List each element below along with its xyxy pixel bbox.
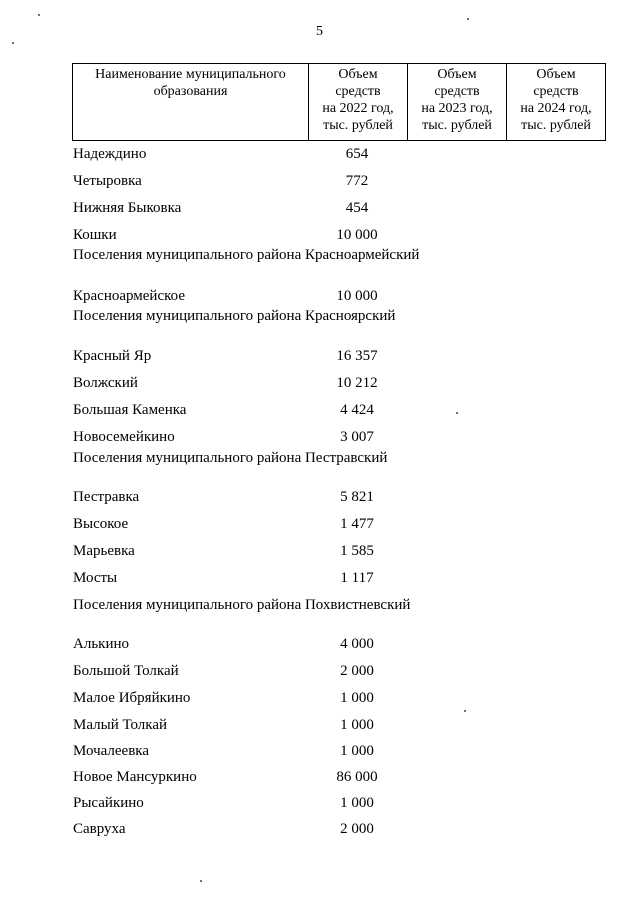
row-value-2022: 1 000 <box>340 743 374 759</box>
row-name: Малое Ибряйкино <box>73 690 191 706</box>
row-value-2022: 10 212 <box>336 375 378 391</box>
header-2023-cell <box>408 64 507 141</box>
header-2023-line2: средств <box>434 84 480 99</box>
row-value-2022: 1 000 <box>340 795 374 811</box>
scan-speck <box>12 42 14 44</box>
scan-speck <box>464 710 466 712</box>
row-value-2022: 1 477 <box>340 516 374 532</box>
header-2024-line2: средств <box>533 84 579 99</box>
header-2024-cell <box>507 64 606 141</box>
row-name: Марьевка <box>73 543 135 559</box>
scan-speck <box>456 412 458 414</box>
row-name: Малый Толкай <box>73 717 168 733</box>
row-name: Мочалеевка <box>73 743 150 759</box>
row-value-2022: 1 117 <box>340 570 374 586</box>
row-name: Высокое <box>73 516 129 532</box>
row-value-2022: 2 000 <box>340 821 374 837</box>
row-value-2022: 454 <box>345 200 369 216</box>
section-heading: Поселения муниципального района Красноармейский <box>73 247 420 263</box>
header-2023-line3: на 2023 год, <box>421 101 493 116</box>
header-2024-line4: тыс. рублей <box>521 118 591 133</box>
section-heading: Поселения муниципального района Пестравский <box>73 450 388 466</box>
row-name: Красноармейское <box>73 288 185 304</box>
row-name: Новосемейкино <box>73 429 175 445</box>
row-name: Мосты <box>73 570 118 586</box>
header-2024-line1: Объем <box>536 67 576 82</box>
section-heading: Поселения муниципального района Красноярский <box>73 308 396 324</box>
scan-speck <box>467 18 469 20</box>
row-name: Нижняя Быковка <box>73 200 182 216</box>
row-name: Пестравка <box>73 489 140 505</box>
row-name: Новое Мансуркино <box>73 769 197 785</box>
table-header <box>72 63 606 141</box>
row-value-2022: 10 000 <box>336 227 378 243</box>
row-value-2022: 654 <box>345 146 369 162</box>
scan-speck <box>200 880 202 882</box>
row-value-2022: 5 821 <box>340 489 374 505</box>
row-value-2022: 1 585 <box>340 543 374 559</box>
scan-speck <box>38 14 40 16</box>
header-2022-cell <box>309 64 408 141</box>
row-value-2022: 10 000 <box>336 288 378 304</box>
row-name: Надеждино <box>73 146 147 162</box>
header-2022-line2: средств <box>335 84 381 99</box>
row-name: Большая Каменка <box>73 402 187 418</box>
row-name: Алькино <box>73 636 130 652</box>
row-name: Большой Толкай <box>73 663 179 679</box>
header-2023-line4: тыс. рублей <box>422 118 492 133</box>
header-2023-line1: Объем <box>437 67 477 82</box>
section-heading: Поселения муниципального района Похвистневский <box>73 597 411 613</box>
row-name: Красный Яр <box>73 348 152 364</box>
row-name: Рысайкино <box>73 795 144 811</box>
page-number: 5 <box>316 24 323 39</box>
row-value-2022: 1 000 <box>340 717 374 733</box>
header-2024-line3: на 2024 год, <box>520 101 592 116</box>
row-name: Волжский <box>73 375 138 391</box>
row-name: Савруха <box>73 821 126 837</box>
row-value-2022: 86 000 <box>336 769 378 785</box>
row-value-2022: 4 424 <box>340 402 374 418</box>
row-value-2022: 2 000 <box>340 663 374 679</box>
row-value-2022: 1 000 <box>340 690 374 706</box>
row-name: Кошки <box>73 227 117 243</box>
row-value-2022: 772 <box>345 173 369 189</box>
header-2022-line1: Объем <box>338 67 378 82</box>
header-2022-line3: на 2022 год, <box>322 101 394 116</box>
header-name-label: Наименование муниципального образования <box>95 67 286 99</box>
header-name-cell <box>73 64 309 141</box>
row-value-2022: 16 357 <box>336 348 378 364</box>
header-2022-line4: тыс. рублей <box>323 118 393 133</box>
row-name: Четыровка <box>73 173 142 189</box>
row-value-2022: 3 007 <box>340 429 374 445</box>
row-value-2022: 4 000 <box>340 636 374 652</box>
